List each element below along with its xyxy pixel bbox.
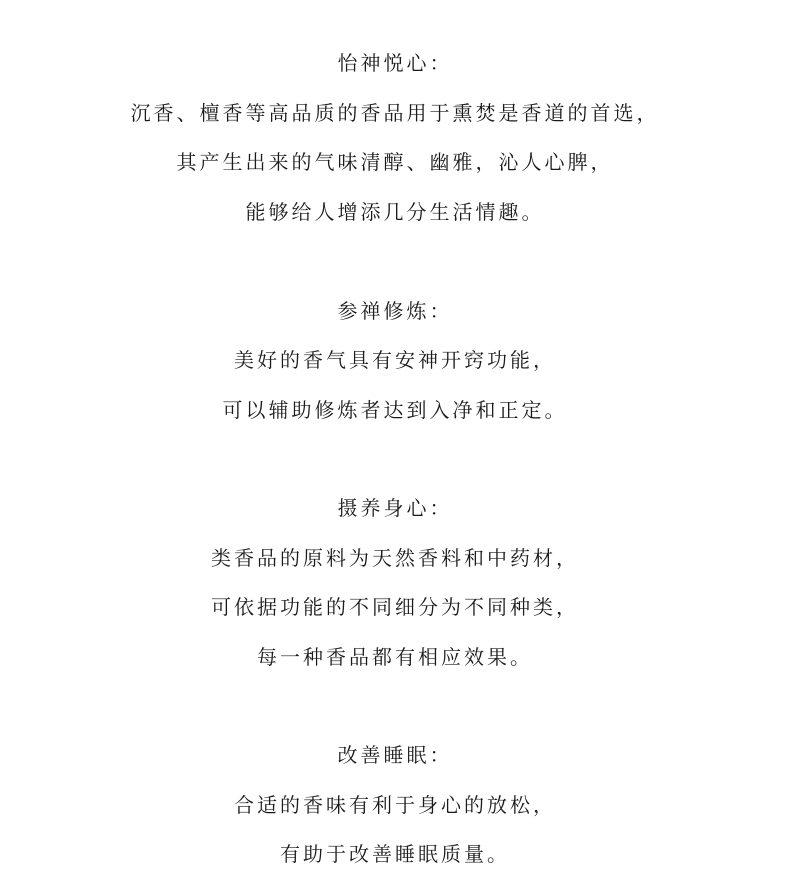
paragraph-line: 合适的香味有利于身心的放松， <box>234 793 556 817</box>
paragraph-line: 美好的香气具有安神开窍功能， <box>234 348 556 372</box>
section-heading: 怡神悦心： <box>337 51 453 75</box>
section-heading: 改善睡眠： <box>337 743 453 767</box>
paragraph-line: 可以辅助修炼者达到入净和正定。 <box>222 398 568 422</box>
paragraph-line: 可依据功能的不同细分为不同种类， <box>211 595 579 619</box>
paragraph-line: 有助于改善睡眠质量。 <box>280 842 510 866</box>
paragraph-line: 类香品的原料为天然香料和中药材， <box>211 546 579 570</box>
paragraph-line: 沉香、檀香等高品质的香品用于熏焚是香道的首选， <box>130 101 660 125</box>
section-heading: 摄养身心： <box>337 496 453 520</box>
section-heading: 参禅修炼： <box>337 299 453 323</box>
paragraph-line: 其产生出来的气味清醇、幽雅，沁人心脾， <box>176 150 614 174</box>
paragraph-line: 能够给人增添几分生活情趣。 <box>245 200 545 224</box>
paragraph-line: 每一种香品都有相应效果。 <box>257 645 533 669</box>
